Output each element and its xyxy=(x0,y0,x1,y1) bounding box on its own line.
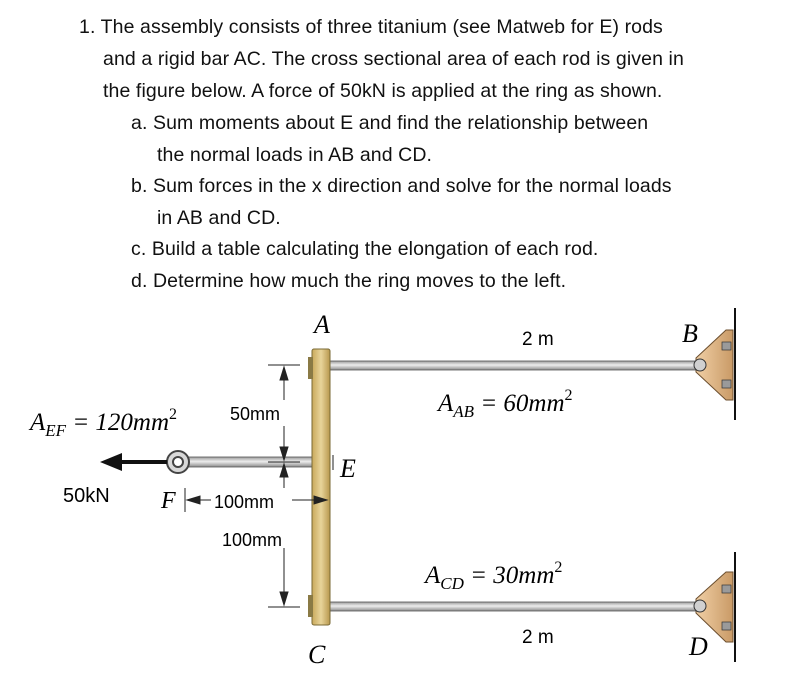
bolt-d-top xyxy=(722,585,731,593)
force-label: 50kN xyxy=(63,485,110,507)
label-f: F xyxy=(161,488,176,514)
problem-part-b: b. Sum forces in the x direction and solve for the normal loads xyxy=(131,175,672,197)
bar-end-cap-top xyxy=(308,357,313,379)
vertical-dimensions xyxy=(268,365,300,607)
dim-ef-label: 100mm xyxy=(214,492,275,512)
label-e: E xyxy=(340,454,356,483)
bolt-b-bottom xyxy=(722,380,731,388)
length-cd-label: 2 m xyxy=(522,627,554,648)
dim-top-label: 50mm xyxy=(230,404,281,424)
bolt-b-top xyxy=(722,342,731,350)
problem-part-a-cont: the normal loads in AB and CD. xyxy=(157,144,433,166)
ring-f-hole xyxy=(173,457,183,467)
rod-ab xyxy=(330,361,698,370)
area-ef-label: $A_{EF} = 120mm^2$ xyxy=(30,406,178,440)
length-ab-label: 2 m xyxy=(522,329,554,350)
label-d: D xyxy=(689,632,708,661)
problem-part-c: c. Build a table calculating the elongation of each rod. xyxy=(131,238,599,260)
rod-cd xyxy=(330,602,698,611)
label-c: C xyxy=(308,640,326,669)
area-cd-label: $A_{CD} = 30mm^2$ xyxy=(425,559,563,593)
bar-end-cap-bottom xyxy=(308,595,313,617)
bolt-d-bottom xyxy=(722,622,731,630)
pin-b xyxy=(694,359,706,371)
problem-part-b-cont: in AB and CD. xyxy=(157,207,281,229)
problem-line-1: 1. The assembly consists of three titanium (see Matweb for E) rods xyxy=(79,16,663,38)
label-a: A xyxy=(314,310,330,339)
rigid-bar-ac xyxy=(312,349,330,625)
problem-line-2: and a rigid bar AC. The cross sectional area of each rod is given in xyxy=(103,48,684,70)
dim-bottom-label: 100mm xyxy=(222,530,283,550)
problem-line-3: the figure below. A force of 50kN is applied at the ring as shown. xyxy=(103,80,663,102)
area-ab-label: $A_{AB} = 60mm^2$ xyxy=(438,387,573,421)
problem-part-a: a. Sum moments about E and find the relationship between xyxy=(131,112,649,134)
force-arrow-head xyxy=(100,453,122,471)
problem-part-d: d. Determine how much the ring moves to the left. xyxy=(131,270,567,292)
label-b: B xyxy=(682,319,698,348)
pin-d xyxy=(694,600,706,612)
